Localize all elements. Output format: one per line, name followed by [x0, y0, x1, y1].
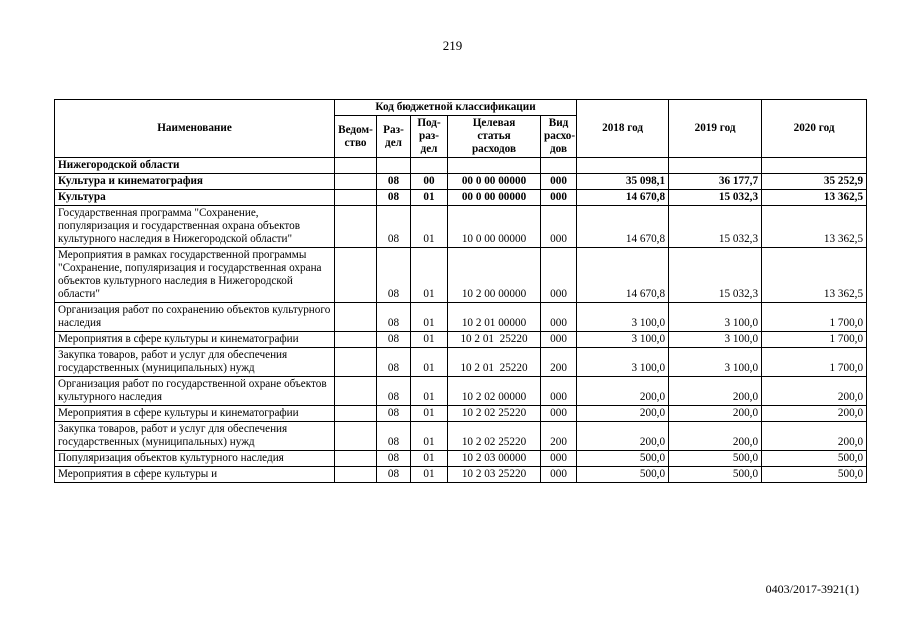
cell-dept [335, 451, 377, 467]
cell-name: Культура [55, 190, 335, 206]
cell-dept [335, 467, 377, 483]
cell-name: Мероприятия в сфере культуры и кинематографии [55, 406, 335, 422]
header-2018: 2018 год [577, 100, 669, 158]
cell-sub: 01 [411, 190, 448, 206]
header-subsection: Под- раз- дел [411, 116, 448, 158]
cell-y2018: 3 100,0 [577, 332, 669, 348]
cell-sub [411, 158, 448, 174]
cell-y2020: 13 362,5 [762, 206, 867, 248]
cell-y2018: 14 670,8 [577, 190, 669, 206]
cell-sub: 01 [411, 467, 448, 483]
cell-sec: 08 [377, 190, 411, 206]
cell-type: 000 [541, 174, 577, 190]
cell-target: 10 2 03 00000 [448, 451, 541, 467]
cell-y2020: 13 362,5 [762, 190, 867, 206]
cell-dept [335, 422, 377, 451]
cell-dept [335, 174, 377, 190]
cell-sec: 08 [377, 467, 411, 483]
cell-y2019: 200,0 [669, 422, 762, 451]
header-2019: 2019 год [669, 100, 762, 158]
table-body [55, 158, 867, 483]
table-header [55, 100, 867, 158]
cell-y2019: 200,0 [669, 406, 762, 422]
cell-target: 10 2 03 25220 [448, 467, 541, 483]
cell-type: 000 [541, 248, 577, 303]
cell-y2018: 200,0 [577, 422, 669, 451]
cell-sub: 01 [411, 422, 448, 451]
cell-y2020: 35 252,9 [762, 174, 867, 190]
budget-table [54, 99, 867, 483]
cell-target: 00 0 00 00000 [448, 190, 541, 206]
header-2020: 2020 год [762, 100, 867, 158]
cell-target: 10 2 01 25220 [448, 332, 541, 348]
cell-y2018 [577, 158, 669, 174]
table-row [55, 332, 867, 348]
cell-y2020: 500,0 [762, 451, 867, 467]
cell-y2018: 35 098,1 [577, 174, 669, 190]
cell-type: 000 [541, 303, 577, 332]
cell-name: Мероприятия в сфере культуры и [55, 467, 335, 483]
cell-dept [335, 248, 377, 303]
cell-dept [335, 158, 377, 174]
cell-type [541, 158, 577, 174]
cell-name: Закупка товаров, работ и услуг для обеспечения государственных (муниципальных) нужд [55, 348, 335, 377]
cell-target: 10 0 00 00000 [448, 206, 541, 248]
cell-y2020: 500,0 [762, 467, 867, 483]
table-row [55, 158, 867, 174]
table-row [55, 406, 867, 422]
cell-y2018: 14 670,8 [577, 206, 669, 248]
cell-y2018: 200,0 [577, 406, 669, 422]
cell-y2020: 13 362,5 [762, 248, 867, 303]
cell-target: 10 2 01 25220 [448, 348, 541, 377]
cell-name: Организация работ по государственной охране объектов культурного наследия [55, 377, 335, 406]
cell-sub: 01 [411, 377, 448, 406]
cell-dept [335, 377, 377, 406]
cell-sec: 08 [377, 406, 411, 422]
header-code-group: Код бюджетной классификации [335, 100, 577, 116]
cell-y2019: 3 100,0 [669, 332, 762, 348]
cell-type: 000 [541, 467, 577, 483]
table-row [55, 422, 867, 451]
cell-type: 000 [541, 206, 577, 248]
cell-type: 000 [541, 190, 577, 206]
table-row [55, 248, 867, 303]
cell-target: 10 2 02 25220 [448, 422, 541, 451]
cell-dept [335, 190, 377, 206]
cell-sec: 08 [377, 422, 411, 451]
header-expense-type: Вид расхо- дов [541, 116, 577, 158]
table-row [55, 190, 867, 206]
cell-dept [335, 348, 377, 377]
cell-type: 200 [541, 348, 577, 377]
table-row [55, 451, 867, 467]
cell-target [448, 158, 541, 174]
cell-name: Мероприятия в рамках государственной программы "Сохранение, популяризация и государственная охрана объектов культурного наследия в Нижегородской области" [55, 248, 335, 303]
cell-y2020: 200,0 [762, 406, 867, 422]
cell-name: Организация работ по сохранению объектов культурного наследия [55, 303, 335, 332]
cell-name: Государственная программа "Сохранение, популяризация и государственная охрана объектов культурного наследия в Нижегородской области" [55, 206, 335, 248]
cell-sub: 01 [411, 248, 448, 303]
cell-name: Нижегородской области [55, 158, 335, 174]
cell-sec: 08 [377, 377, 411, 406]
cell-y2020 [762, 158, 867, 174]
cell-sub: 01 [411, 451, 448, 467]
cell-sub: 00 [411, 174, 448, 190]
table-row [55, 348, 867, 377]
cell-y2019: 15 032,3 [669, 190, 762, 206]
header-dept: Ведом- ство [335, 116, 377, 158]
table-row [55, 174, 867, 190]
cell-dept [335, 303, 377, 332]
cell-type: 000 [541, 332, 577, 348]
table-row [55, 303, 867, 332]
cell-dept [335, 332, 377, 348]
header-name: Наименование [55, 100, 335, 158]
cell-target: 00 0 00 00000 [448, 174, 541, 190]
cell-name: Популяризация объектов культурного наследия [55, 451, 335, 467]
cell-dept [335, 406, 377, 422]
table-row [55, 377, 867, 406]
cell-type: 000 [541, 406, 577, 422]
cell-target: 10 2 01 00000 [448, 303, 541, 332]
cell-y2018: 500,0 [577, 451, 669, 467]
cell-target: 10 2 02 25220 [448, 406, 541, 422]
cell-sec [377, 158, 411, 174]
cell-sec: 08 [377, 303, 411, 332]
cell-sec: 08 [377, 174, 411, 190]
cell-target: 10 2 00 00000 [448, 248, 541, 303]
cell-sec: 08 [377, 206, 411, 248]
cell-y2018: 3 100,0 [577, 348, 669, 377]
cell-type: 200 [541, 422, 577, 451]
cell-y2020: 200,0 [762, 422, 867, 451]
table-row [55, 467, 867, 483]
cell-y2019 [669, 158, 762, 174]
cell-name: Закупка товаров, работ и услуг для обеспечения государственных (муниципальных) нужд [55, 422, 335, 451]
header-section: Раз- дел [377, 116, 411, 158]
page-number: 219 [442, 38, 463, 53]
cell-sub: 01 [411, 206, 448, 248]
cell-y2018: 3 100,0 [577, 303, 669, 332]
cell-y2019: 3 100,0 [669, 348, 762, 377]
cell-y2019: 36 177,7 [669, 174, 762, 190]
cell-y2020: 1 700,0 [762, 348, 867, 377]
cell-y2019: 200,0 [669, 377, 762, 406]
document-code: 0403/2017-3921(1) [765, 582, 859, 596]
cell-y2018: 500,0 [577, 467, 669, 483]
cell-sec: 08 [377, 348, 411, 377]
cell-type: 000 [541, 377, 577, 406]
cell-y2019: 15 032,3 [669, 248, 762, 303]
cell-name: Культура и кинематография [55, 174, 335, 190]
cell-sub: 01 [411, 303, 448, 332]
cell-sub: 01 [411, 348, 448, 377]
cell-y2019: 15 032,3 [669, 206, 762, 248]
cell-y2018: 200,0 [577, 377, 669, 406]
table-row [55, 206, 867, 248]
cell-sec: 08 [377, 332, 411, 348]
cell-dept [335, 206, 377, 248]
cell-y2020: 1 700,0 [762, 303, 867, 332]
cell-target: 10 2 02 00000 [448, 377, 541, 406]
cell-sub: 01 [411, 332, 448, 348]
cell-y2020: 200,0 [762, 377, 867, 406]
cell-type: 000 [541, 451, 577, 467]
cell-y2019: 3 100,0 [669, 303, 762, 332]
cell-y2019: 500,0 [669, 467, 762, 483]
cell-sub: 01 [411, 406, 448, 422]
header-target: Целевая статья расходов [448, 116, 541, 158]
cell-y2018: 14 670,8 [577, 248, 669, 303]
cell-y2019: 500,0 [669, 451, 762, 467]
cell-sec: 08 [377, 248, 411, 303]
cell-sec: 08 [377, 451, 411, 467]
cell-name: Мероприятия в сфере культуры и кинематографии [55, 332, 335, 348]
cell-y2020: 1 700,0 [762, 332, 867, 348]
